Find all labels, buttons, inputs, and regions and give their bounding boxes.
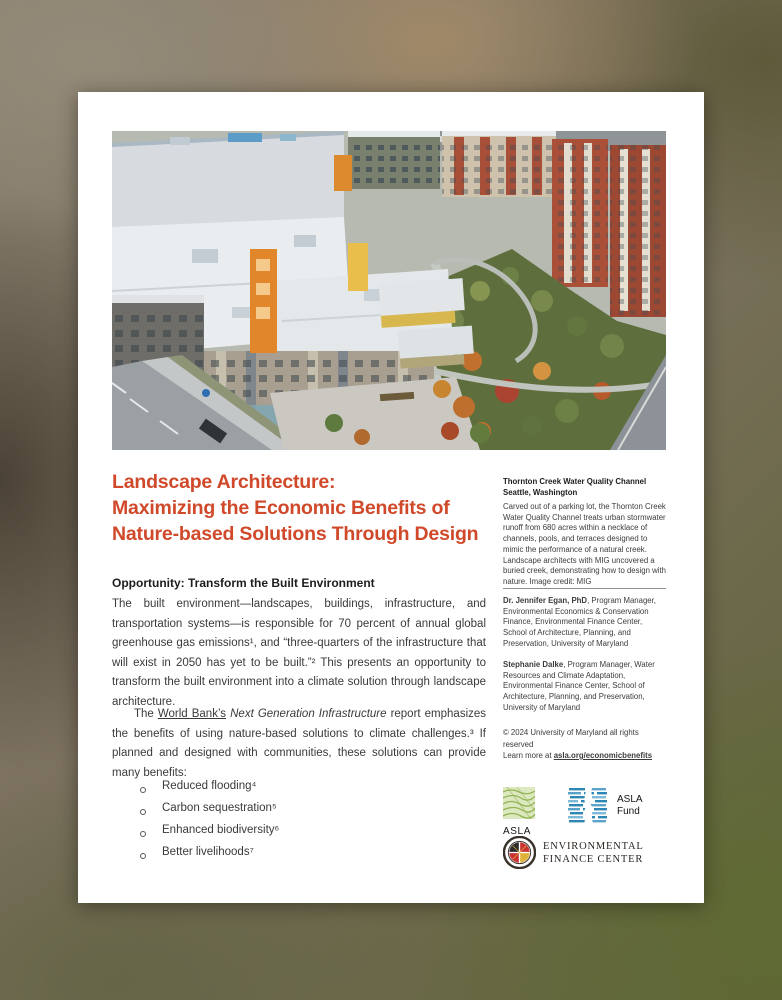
asla-fund-logo <box>568 786 643 826</box>
efc-label-line1: ENVIRONMENTAL <box>543 840 644 852</box>
hero-photo <box>112 131 666 450</box>
umd-seal-icon <box>503 836 536 869</box>
list-item <box>140 824 480 846</box>
document-page <box>78 92 704 903</box>
copyright-block <box>503 727 666 762</box>
page-title <box>112 469 552 547</box>
author-credit-2 <box>503 660 666 714</box>
asla-fund-label-line1: ASLA <box>617 794 643 805</box>
asla-logo <box>503 787 537 837</box>
bullet-icon <box>140 809 146 815</box>
text-segment: Dr. Jennifer Egan, PhD <box>503 596 588 605</box>
sidebar-divider <box>503 588 666 589</box>
list-item <box>140 780 480 802</box>
body-paragraph-2 <box>112 705 486 783</box>
list-item-label: Better livelihoods⁷ <box>162 846 254 858</box>
list-item-label: Carbon sequestration⁵ <box>162 802 277 814</box>
asla-fund-logo-label <box>617 794 643 818</box>
author-credit-1 <box>503 596 666 650</box>
learn-more-line <box>503 750 666 762</box>
photo-caption-body: Carved out of a parking lot, the Thornton Creek Water Quality Channel treats urban stormwater runoff from 680 acres within a necklace of channels, pools, and terraces designed to mimic the performance of a natural creek. Landscape architects with MIG uncovered a buried creek, demonstrating how to design with nature. Image credit: MIG <box>503 502 666 586</box>
asla-logo-icon <box>503 787 535 819</box>
list-item <box>140 846 480 868</box>
page-title-line1: Landscape Architecture: <box>112 471 336 493</box>
list-item-label: Reduced flooding⁴ <box>162 780 257 792</box>
world-bank-link[interactable]: World Bank’s <box>157 708 227 720</box>
list-item-label: Enhanced biodiversity⁶ <box>162 824 280 836</box>
efc-logo <box>503 836 644 869</box>
text-segment: The <box>134 708 158 720</box>
bullet-icon <box>140 853 146 859</box>
text-segment: Learn more at <box>503 751 554 760</box>
copyright-line: © 2024 University of Maryland all rights reserved <box>503 728 639 749</box>
bullet-icon <box>140 831 146 837</box>
asla-fund-logo-icon <box>568 786 608 826</box>
efc-label-line2: FINANCE CENTER <box>543 853 644 865</box>
asla-fund-label-line2: Fund <box>617 806 640 817</box>
page-title-line3: Nature-based Solutions Through Design <box>112 523 479 545</box>
text-segment: , Program Manager, Environmental Economics & Conservation Finance, Environmental Finance Center, School of Architecture, Planning, and Preservation, University of Maryland <box>503 596 656 648</box>
text-segment: Next Generation Infrastructure <box>230 708 387 720</box>
text-segment: , Program Manager, Water Resources and Climate Adaptation, Environmental Finance Center, School of Architecture, Planning, and Preservation, University of Maryland <box>503 660 655 712</box>
list-item <box>140 802 480 824</box>
efc-logo-label <box>543 840 644 866</box>
text-segment: report emphasizes the benefits of using nature-based solutions to climate challenges.³ If planned and designed with communities, these solutions can provide many benefits: <box>112 708 487 779</box>
hero-photo-illustration <box>112 131 666 450</box>
economic-benefits-link[interactable]: asla.org/economicbenefits <box>553 751 653 760</box>
text-segment: Stephanie Dalke <box>503 660 564 669</box>
bullet-icon <box>140 787 146 793</box>
asla-logo-label: ASLA <box>503 826 531 837</box>
photo-caption-title: Thornton Creek Water Quality Channel Seattle, Washington <box>503 477 647 497</box>
page-title-line2: Maximizing the Economic Benefits of <box>112 497 450 519</box>
benefits-list <box>140 780 480 868</box>
body-paragraph-1: The built environment—landscapes, buildings, infrastructure, and transportation systems—is responsible for 70 percent of annual global greenhouse gas emissions¹, and “three-quarters of the infrastructure that will exist in 2050 has yet to be built.”² This presents an opportunity to transform the built environment into a climate solution through landscape architecture. <box>112 598 486 708</box>
section-heading: Opportunity: Transform the Built Environment <box>112 576 375 590</box>
